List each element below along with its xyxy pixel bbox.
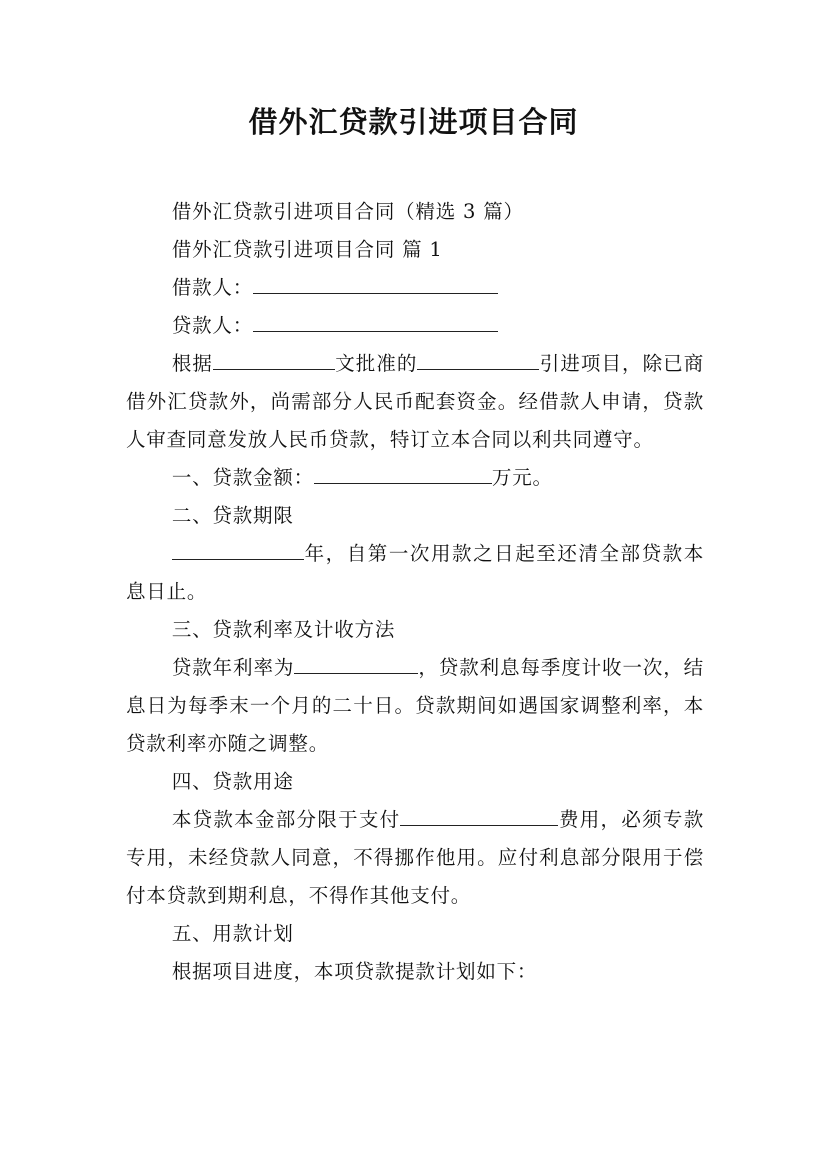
section4-text-1: 本贷款本金部分限于支付 bbox=[171, 808, 401, 831]
project-name-blank bbox=[417, 351, 539, 370]
borrower-line bbox=[126, 269, 704, 307]
borrower-label: 借款人： bbox=[171, 276, 254, 299]
section4-paragraph bbox=[126, 801, 704, 915]
approval-doc-blank bbox=[213, 351, 335, 370]
section2-text: 年，自第一次用款之日起至还清全部贷款本息日止。 bbox=[126, 542, 704, 603]
section3-text-2: ，贷款利息每季度计收一次，结息日为每季末一个月的二十日。贷款期间如遇国家调整利率，本贷款利率亦随之调整。 bbox=[126, 656, 704, 755]
borrower-blank bbox=[253, 275, 498, 294]
lender-line bbox=[126, 307, 704, 345]
section4-heading: 四、贷款用途 bbox=[171, 770, 294, 793]
payment-purpose-blank bbox=[400, 807, 558, 826]
loan-amount-blank bbox=[314, 465, 492, 484]
part-heading: 借外汇贷款引进项目合同 篇 1 bbox=[171, 238, 443, 261]
section5-paragraph: 根据项目进度，本项贷款提款计划如下： bbox=[171, 960, 538, 983]
section1-label: 一、贷款金额： bbox=[171, 466, 314, 489]
intro-text-1: 根据 bbox=[171, 352, 213, 375]
interest-rate-blank bbox=[294, 655, 418, 674]
section1-suffix: 万元。 bbox=[491, 466, 553, 489]
section5-heading: 五、用款计划 bbox=[171, 922, 294, 945]
lender-blank bbox=[253, 313, 498, 332]
lender-label: 贷款人： bbox=[171, 314, 254, 337]
section3-heading: 三、贷款利率及计收方法 bbox=[171, 618, 396, 641]
document-title: 借外汇贷款引进项目合同 bbox=[248, 105, 579, 139]
section2-heading: 二、贷款期限 bbox=[171, 504, 294, 527]
subtitle: 借外汇贷款引进项目合同（精选 3 篇） bbox=[171, 200, 524, 223]
document-body bbox=[126, 193, 704, 991]
section4-text-2: 费用，必须专款专用，未经贷款人同意，不得挪作他用。应付利息部分限用于偿付本贷款到期利息，不得作其他支付。 bbox=[126, 808, 704, 907]
intro-text-2: 文批准的 bbox=[334, 352, 418, 375]
loan-term-blank bbox=[172, 541, 304, 560]
section3-paragraph bbox=[126, 649, 704, 763]
section2-paragraph bbox=[126, 535, 704, 611]
intro-paragraph bbox=[126, 345, 704, 459]
intro-text-3: 引进项目，除已商借外汇贷款外，尚需部分人民币配套资金。经借款人申请，贷款人审查同意发放人民币贷款，特订立本合同以利共同遵守。 bbox=[126, 352, 705, 451]
section1-paragraph bbox=[126, 459, 704, 497]
section3-text-1: 贷款年利率为 bbox=[171, 656, 295, 679]
